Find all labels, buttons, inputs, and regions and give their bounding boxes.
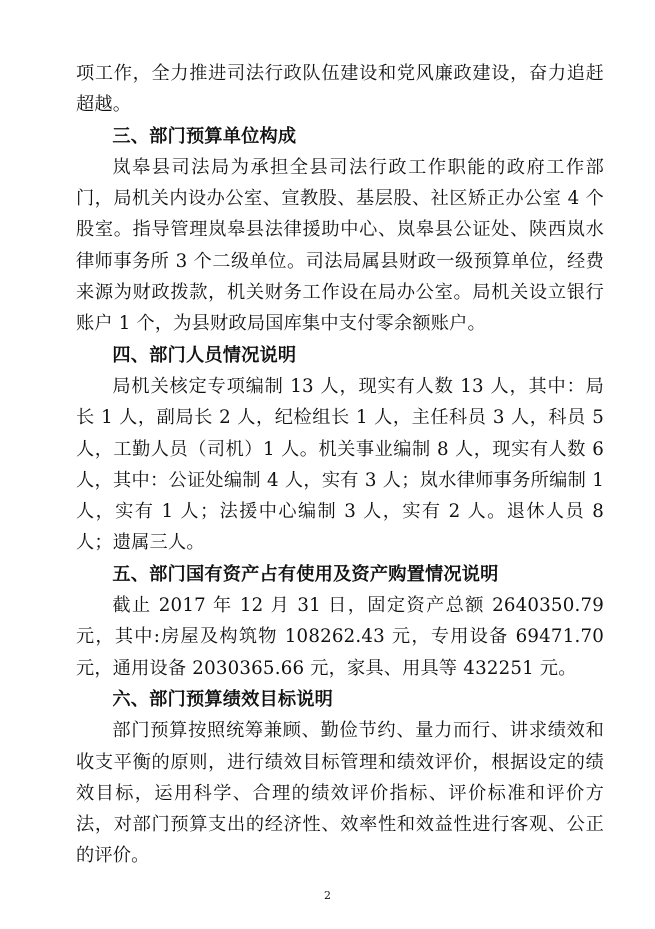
document-body: [76, 58, 604, 872]
page-number: 2: [324, 889, 331, 902]
section-heading-assets: 五、部门国有资产占有使用及资产购置情况说明: [112, 563, 499, 585]
paragraph-performance: 部门预算按照统筹兼顾、勤俭节约、量力而行、讲求绩效和收支平衡的原则，进行绩效目标管理和绩效评价，根据设定的绩效目标，运用科学、合理的绩效评价指标、评价标准和评价方法，对部门预算支出的经济性、效率性和效益性进行客观、公正的评价。: [76, 720, 604, 867]
section-heading-personnel: 四、部门人员情况说明: [112, 344, 297, 366]
paragraph-assets: 截止 2017 年 12 月 31 日，固定资产总额 2640350.79 元，其中:房屋及构筑物 108262.43 元，专用设备 69471.70 元，通用设备 2030365.66 元，家具、用具等 432251 元。: [76, 595, 604, 679]
paragraph-continuation: 项工作，全力推进司法行政队伍建设和党风廉政建设，奋力追赶超越。: [76, 63, 604, 116]
section-heading-performance: 六、部门预算绩效目标说明: [112, 688, 334, 710]
paragraph-personnel: 局机关核定专项编制 13 人，现实有人数 13 人，其中：局长 1 人，副局长 2 人，纪检组长 1 人，主任科员 3 人，科员 5 人，工勤人员（司机）1 人。机关事业编制 8 人，现实有人数 6 人，其中：公证处编制 4 人，实有 3 人；岚水律师事务所编制 1 人，实有 1 人；法援中心编制 3 人，实有 2 人。退休人员 8 人；遗属三人。: [76, 375, 604, 554]
paragraph-budget-units: 岚皋县司法局为承担全县司法行政工作职能的政府工作部门，局机关内设办公室、宣教股、基层股、社区矫正办公室 4 个股室。指导管理岚皋县法律援助中心、岚皋县公证处、陕西岚水律师事务所 3 个二级单位。司法局属县财政一级预算单位，经费来源为财政拨款，机关财务工作设在局办公室。局机关设立银行账户 1 个，为县财政局国库集中支付零余额账户。: [76, 156, 604, 335]
section-heading-budget-units: 三、部门预算单位构成: [112, 125, 297, 147]
